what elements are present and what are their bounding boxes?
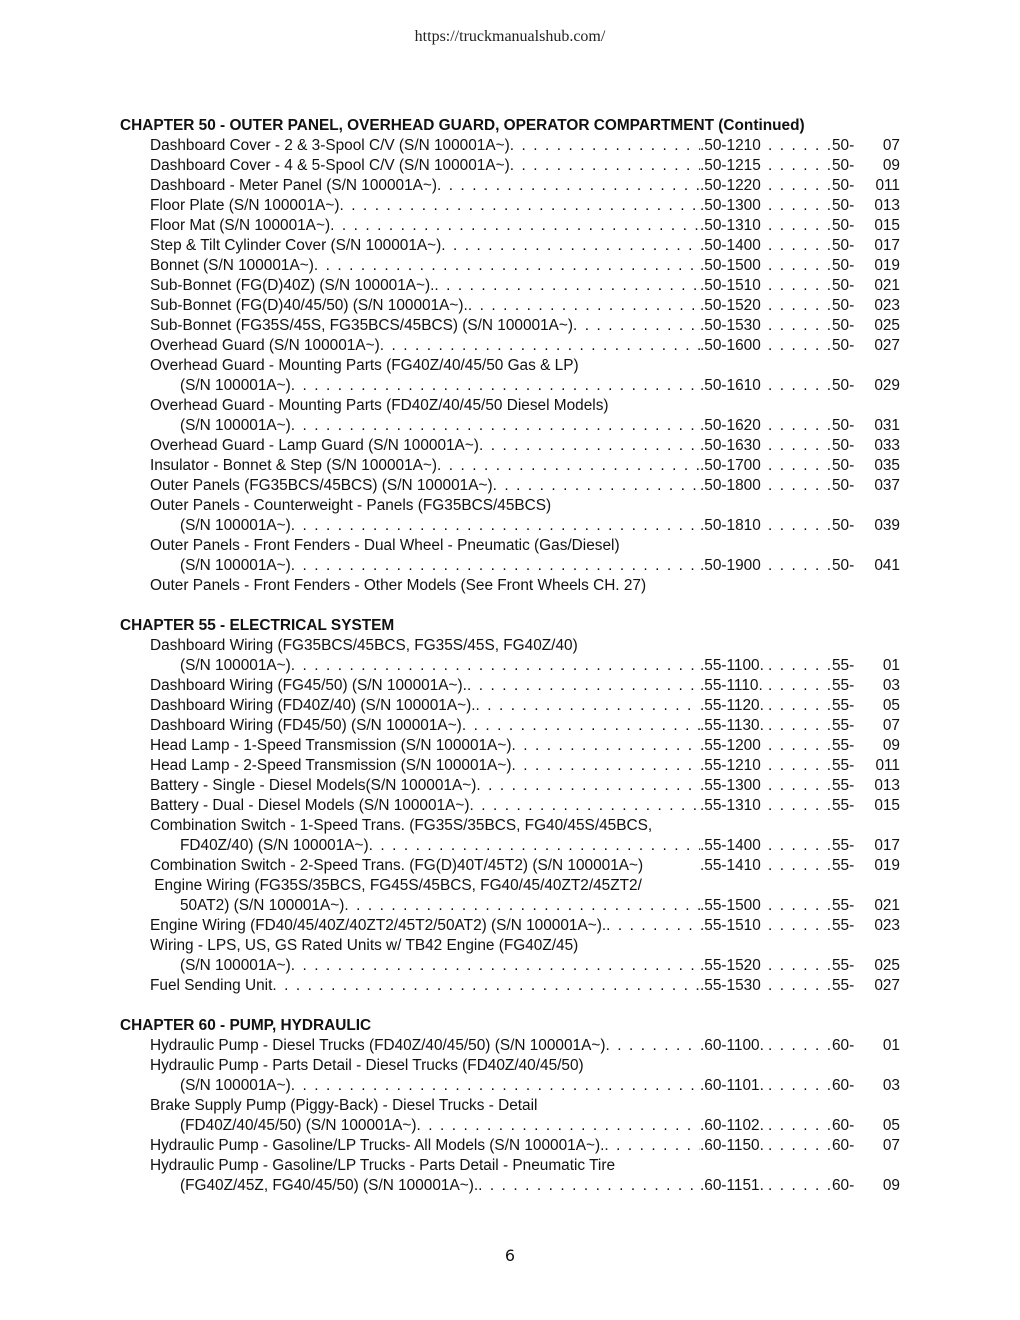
page-ref: 031: [874, 417, 900, 434]
toc-entry[interactable]: [120, 876, 900, 896]
dot-leader-short: [768, 736, 832, 756]
entry-title: Outer Panels - Front Fenders - Other Models (See Front Wheels CH. 27): [150, 577, 647, 594]
dot-leader-short: [768, 776, 832, 796]
dot-leader: [493, 476, 700, 496]
entry-title: Fuel Sending Unit: [150, 977, 273, 994]
page-ref: 017: [874, 837, 900, 854]
page-ref: 01: [882, 657, 900, 674]
page-ref: 05: [882, 697, 900, 714]
dot-leader: [434, 276, 700, 296]
dot-leader: [437, 176, 700, 196]
toc-entry[interactable]: [120, 336, 900, 356]
entry-title: Outer Panels - Counterweight - Panels (FG35BCS/45BCS): [150, 497, 552, 514]
toc-entry[interactable]: [120, 236, 900, 256]
toc-entry[interactable]: [120, 836, 900, 856]
dot-leader-short: [768, 236, 832, 256]
dot-leader: [475, 696, 700, 716]
toc-entry[interactable]: [120, 1036, 900, 1056]
chapter-prefix: 50-: [832, 437, 855, 454]
dot-leader: [470, 796, 701, 816]
toc-entry[interactable]: [120, 976, 900, 996]
toc-entry[interactable]: [120, 576, 900, 596]
chapter-prefix: 55-: [832, 837, 855, 854]
dot-leader-short: [768, 1116, 832, 1136]
dot-leader-short: [768, 796, 832, 816]
chapter-prefix: 55-: [832, 977, 855, 994]
dot-leader-short: [768, 676, 832, 696]
page-ref: 023: [874, 297, 900, 314]
page-ref: 019: [874, 857, 900, 874]
dot-leader-short: [768, 456, 832, 476]
dot-leader-short: [768, 256, 832, 276]
page-ref: 039: [874, 517, 900, 534]
entry-title: (S/N 100001A~): [180, 957, 291, 974]
chapter-prefix: 50-: [832, 237, 855, 254]
figure-number: .50-1800: [700, 477, 761, 494]
toc-entry[interactable]: [120, 916, 900, 936]
dot-leader: [291, 656, 700, 676]
entry-title: (FG40Z/45Z, FG40/45/50) (S/N 100001A~).: [180, 1177, 479, 1194]
page-ref: 041: [874, 557, 900, 574]
dot-leader-short: [768, 836, 832, 856]
entry-title: (S/N 100001A~): [180, 517, 291, 534]
dot-leader: [511, 756, 700, 776]
toc-entry[interactable]: [120, 556, 900, 576]
figure-number: .60-1102.: [700, 1117, 764, 1134]
toc-entry[interactable]: [120, 176, 900, 196]
entry-title: Wiring - LPS, US, GS Rated Units w/ TB42 Engine (FG40Z/45): [150, 937, 579, 954]
page-ref: 025: [874, 957, 900, 974]
toc-entry[interactable]: [120, 676, 900, 696]
dot-leader: [511, 736, 700, 756]
chapter-prefix: 55-: [832, 677, 855, 694]
page-ref: 025: [874, 317, 900, 334]
entry-title: (S/N 100001A~): [180, 417, 291, 434]
dot-leader: [606, 1036, 701, 1056]
page-ref: 011: [875, 177, 900, 194]
toc-entry[interactable]: [120, 476, 900, 496]
figure-number: .50-1630: [700, 437, 761, 454]
dot-leader-short: [768, 296, 832, 316]
entry-title: Dashboard Wiring (FG45/50) (S/N 100001A~).: [150, 677, 467, 694]
toc-entry[interactable]: [120, 536, 900, 556]
dot-leader: [462, 716, 700, 736]
figure-number: .50-1810: [700, 517, 761, 534]
figure-number: .50-1610: [700, 377, 761, 394]
figure-number: .55-1510: [700, 917, 761, 934]
figure-number: .55-1500: [700, 897, 761, 914]
entry-title: Hydraulic Pump - Gasoline/LP Trucks- All Models (S/N 100001A~).: [150, 1137, 605, 1154]
entry-title: Head Lamp - 2-Speed Transmission (S/N 100001A~): [150, 757, 512, 774]
figure-number: .55-1300: [700, 777, 761, 794]
page-number: 6: [504, 1246, 516, 1265]
toc-entry[interactable]: [120, 316, 900, 336]
entry-title: Hydraulic Pump - Diesel Trucks (FD40Z/40/45/50) (S/N 100001A~): [150, 1037, 606, 1054]
toc-entry[interactable]: [120, 656, 900, 676]
figure-number: .55-1520: [700, 957, 761, 974]
entry-title: Battery - Single - Diesel Models(S/N 100001A~): [150, 777, 477, 794]
entry-title: Combination Switch - 1-Speed Trans. (FG35S/35BCS, FG40/45S/45BCS,: [150, 817, 653, 834]
figure-number: .50-1210: [700, 137, 761, 154]
toc-entry[interactable]: [120, 416, 900, 436]
figure-number: .50-1510: [700, 277, 761, 294]
chapter-prefix: 55-: [832, 717, 855, 734]
page-ref: 011: [875, 757, 900, 774]
page-ref: 021: [874, 897, 900, 914]
toc-entry[interactable]: [120, 1116, 900, 1136]
figure-number: .55-1400: [700, 837, 761, 854]
chapter-prefix: 55-: [832, 797, 855, 814]
table-of-contents: [120, 116, 900, 1196]
entry-title: Bonnet (S/N 100001A~): [150, 257, 314, 274]
chapter-prefix: 50-: [832, 557, 855, 574]
toc-entry[interactable]: [120, 256, 900, 276]
dot-leader-short: [768, 516, 832, 536]
chapter-prefix: 50-: [832, 417, 855, 434]
chapter-prefix: 60-: [832, 1117, 855, 1134]
chapter-spacer: [120, 596, 900, 616]
toc-entry[interactable]: [120, 136, 900, 156]
dot-leader: [441, 236, 700, 256]
figure-number: .55-1130.: [700, 717, 764, 734]
figure-number: .55-1530: [700, 977, 761, 994]
dot-leader: [478, 1176, 700, 1196]
figure-number: .50-1400: [700, 237, 761, 254]
dot-leader: [330, 216, 700, 236]
entry-title: Step & Tilt Cylinder Cover (S/N 100001A~): [150, 237, 442, 254]
figure-number: .60-1100.: [700, 1037, 764, 1054]
entry-title: Engine Wiring (FG35S/35BCS, FG45S/45BCS, FG40/45/40ZT2/45ZT2/: [150, 877, 642, 894]
chapter-prefix: 50-: [832, 477, 855, 494]
dot-leader-short: [768, 176, 832, 196]
page-ref: 019: [874, 257, 900, 274]
toc-entry[interactable]: [120, 216, 900, 236]
toc-entry[interactable]: [120, 1076, 900, 1096]
dot-leader: [291, 376, 700, 396]
dot-leader: [510, 156, 700, 176]
dot-leader: [606, 916, 700, 936]
dot-leader-short: [768, 556, 832, 576]
chapter-prefix: 50-: [832, 377, 855, 394]
page-ref: 027: [874, 337, 900, 354]
chapter-prefix: 50-: [832, 337, 855, 354]
dot-leader: [380, 336, 700, 356]
page-ref: 07: [882, 1137, 900, 1154]
toc-entry[interactable]: [120, 736, 900, 756]
page-ref: 01: [882, 1037, 900, 1054]
entry-title: Insulator - Bonnet & Step (S/N 100001A~): [150, 457, 438, 474]
entry-title: Overhead Guard - Mounting Parts (FD40Z/40/45/50 Diesel Models): [150, 397, 609, 414]
figure-number: .60-1151.: [700, 1177, 764, 1194]
toc-entry[interactable]: [120, 896, 900, 916]
dot-leader-short: [768, 976, 832, 996]
page-ref: 07: [882, 717, 900, 734]
toc-entry[interactable]: [120, 696, 900, 716]
page-ref: 09: [882, 1177, 900, 1194]
entry-title: Combination Switch - 2-Speed Trans. (FG(D)40T/45T2) (S/N 100001A~): [150, 857, 644, 874]
toc-entry[interactable]: [120, 376, 900, 396]
dot-leader-short: [768, 916, 832, 936]
toc-entry[interactable]: [120, 636, 900, 656]
chapter-prefix: 55-: [832, 657, 855, 674]
chapter-prefix: 50-: [832, 317, 855, 334]
chapter-heading: CHAPTER 55 - ELECTRICAL SYSTEM: [120, 617, 395, 634]
entry-title: Overhead Guard - Mounting Parts (FG40Z/40/45/50 Gas & LP): [150, 357, 579, 374]
toc-entry[interactable]: [120, 436, 900, 456]
page-ref: 013: [874, 777, 900, 794]
dot-leader: [437, 456, 700, 476]
toc-entry[interactable]: [120, 936, 900, 956]
figure-number: .55-1110.: [700, 677, 763, 694]
entry-title: Dashboard Cover - 4 & 5-Spool C/V (S/N 100001A~): [150, 157, 510, 174]
entry-title: 50AT2) (S/N 100001A~): [180, 897, 345, 914]
toc-entry[interactable]: [120, 356, 900, 376]
dot-leader-short: [768, 896, 832, 916]
chapter-prefix: 55-: [832, 757, 855, 774]
figure-number: .55-1120.: [700, 697, 764, 714]
dot-leader-short: [768, 1176, 832, 1196]
toc-entry[interactable]: [120, 456, 900, 476]
dot-leader: [272, 976, 700, 996]
chapter-prefix: 50-: [832, 277, 855, 294]
dot-leader-short: [768, 216, 832, 236]
figure-number: .50-1310: [700, 217, 761, 234]
toc-entry[interactable]: [120, 1136, 900, 1156]
dot-leader: [369, 836, 700, 856]
toc-entry[interactable]: [120, 396, 900, 416]
dot-leader-short: [768, 696, 832, 716]
dot-leader: [476, 776, 700, 796]
chapter-prefix: 55-: [832, 697, 855, 714]
dot-leader: [340, 196, 701, 216]
dot-leader-short: [768, 1036, 832, 1056]
dot-leader: [468, 296, 700, 316]
chapter-prefix: 60-: [832, 1137, 855, 1154]
chapter-prefix: 60-: [832, 1177, 855, 1194]
toc-entry[interactable]: [120, 196, 900, 216]
page-ref: 09: [882, 157, 900, 174]
dot-leader: [291, 416, 700, 436]
figure-number: .50-1220: [700, 177, 761, 194]
toc-entry[interactable]: [120, 956, 900, 976]
entry-title: Dashboard Cover - 2 & 3-Spool C/V (S/N 100001A~): [150, 137, 510, 154]
figure-number: .55-1210: [700, 757, 761, 774]
toc-entry[interactable]: [120, 756, 900, 776]
entry-title: Dashboard Wiring (FD40Z/40) (S/N 100001A~).: [150, 697, 476, 714]
entry-title: Hydraulic Pump - Parts Detail - Diesel Trucks (FD40Z/40/45/50): [150, 1057, 584, 1074]
chapter-prefix: 50-: [832, 297, 855, 314]
dot-leader-short: [768, 716, 832, 736]
dot-leader-short: [768, 136, 832, 156]
entry-title: Sub-Bonnet (FG(D)40Z) (S/N 100001A~).: [150, 277, 435, 294]
dot-leader: [604, 1136, 700, 1156]
dot-leader-short: [768, 756, 832, 776]
dot-leader: [573, 316, 700, 336]
chapter-prefix: 55-: [832, 857, 855, 874]
dot-leader: [314, 256, 700, 276]
entry-title: Head Lamp - 1-Speed Transmission (S/N 100001A~): [150, 737, 512, 754]
page-ref: 035: [874, 457, 900, 474]
toc-entry[interactable]: [120, 796, 900, 816]
dot-leader-short: [768, 656, 832, 676]
chapter-prefix: 60-: [832, 1077, 855, 1094]
figure-number: .55-1100.: [700, 657, 764, 674]
toc-entry[interactable]: [120, 1176, 900, 1196]
dot-leader: [291, 516, 700, 536]
chapter-prefix: 50-: [832, 177, 855, 194]
figure-number: .55-1200: [700, 737, 761, 754]
page-ref: 015: [874, 797, 900, 814]
entry-title: (S/N 100001A~): [180, 557, 291, 574]
dot-leader-short: [768, 856, 832, 876]
chapter-prefix: 50-: [832, 457, 855, 474]
toc-entry[interactable]: [120, 856, 900, 876]
figure-number: .50-1530: [700, 317, 761, 334]
entry-title: Overhead Guard - Lamp Guard (S/N 100001A~): [150, 437, 479, 454]
page-ref: 03: [882, 677, 900, 694]
entry-title: Battery - Dual - Diesel Models (S/N 100001A~): [150, 797, 470, 814]
entry-title: Floor Plate (S/N 100001A~): [150, 197, 340, 214]
entry-title: Floor Mat (S/N 100001A~): [150, 217, 331, 234]
figure-number: .50-1215: [700, 157, 761, 174]
chapter-prefix: 50-: [832, 257, 855, 274]
toc-entry[interactable]: [120, 516, 900, 536]
dot-leader: [291, 956, 700, 976]
page-ref: 015: [874, 217, 900, 234]
figure-number: .50-1600: [700, 337, 761, 354]
dot-leader: [510, 136, 700, 156]
figure-number: .55-1410: [700, 857, 761, 874]
page-ref: 021: [874, 277, 900, 294]
dot-leader-short: [768, 196, 832, 216]
chapter-prefix: 60-: [832, 1037, 855, 1054]
dot-leader-short: [768, 156, 832, 176]
dot-leader-short: [768, 476, 832, 496]
page-ref: 029: [874, 377, 900, 394]
page-ref: 017: [874, 237, 900, 254]
chapter-prefix: 50-: [832, 157, 855, 174]
entry-title: (S/N 100001A~): [180, 377, 291, 394]
entry-title: Dashboard - Meter Panel (S/N 100001A~): [150, 177, 438, 194]
chapter-prefix: 55-: [832, 737, 855, 754]
figure-number: .60-1150.: [700, 1137, 764, 1154]
page-ref: 027: [874, 977, 900, 994]
chapter-prefix: 50-: [832, 197, 855, 214]
entry-title: Hydraulic Pump - Gasoline/LP Trucks - Parts Detail - Pneumatic Tire: [150, 1157, 616, 1174]
chapter-prefix: 50-: [832, 217, 855, 234]
entry-title: Brake Supply Pump (Piggy-Back) - Diesel Trucks - Detail: [150, 1097, 538, 1114]
dot-leader-short: [768, 276, 832, 296]
header-url[interactable]: https://truckmanualshub.com/: [414, 28, 606, 45]
toc-entry[interactable]: [120, 296, 900, 316]
chapter-prefix: 55-: [832, 957, 855, 974]
page-ref: 03: [882, 1077, 900, 1094]
dot-leader: [291, 556, 700, 576]
toc-entry[interactable]: [120, 776, 900, 796]
figure-number: .50-1520: [700, 297, 761, 314]
chapter-prefix: 55-: [832, 917, 855, 934]
toc-entry[interactable]: [120, 1156, 900, 1176]
entry-title: Overhead Guard (S/N 100001A~): [150, 337, 380, 354]
toc-entry[interactable]: [120, 716, 900, 736]
toc-entry[interactable]: [120, 1056, 900, 1076]
chapter-prefix: 50-: [832, 517, 855, 534]
dot-leader-short: [768, 1136, 832, 1156]
entry-title: Dashboard Wiring (FD45/50) (S/N 100001A~): [150, 717, 462, 734]
chapter-spacer: [120, 996, 900, 1016]
entry-title: (S/N 100001A~): [180, 657, 291, 674]
chapter-heading: CHAPTER 50 - OUTER PANEL, OVERHEAD GUARD, OPERATOR COMPARTMENT (Continued): [120, 117, 805, 134]
page-ref: 07: [882, 137, 900, 154]
entry-title: FD40Z/40) (S/N 100001A~): [180, 837, 369, 854]
page-ref: 013: [874, 197, 900, 214]
figure-number: .50-1900: [700, 557, 761, 574]
page-ref: 037: [874, 477, 900, 494]
chapter-prefix: 50-: [832, 137, 855, 154]
page-ref: 023: [874, 917, 900, 934]
entry-title: Sub-Bonnet (FG(D)40/45/50) (S/N 100001A~).: [150, 297, 468, 314]
chapter-heading: CHAPTER 60 - PUMP, HYDRAULIC: [120, 1017, 372, 1034]
dot-leader: [417, 1116, 700, 1136]
dot-leader-short: [768, 376, 832, 396]
entry-title: Sub-Bonnet (FG35S/45S, FG35BCS/45BCS) (S/N 100001A~): [150, 317, 574, 334]
entry-title: (S/N 100001A~): [180, 1077, 291, 1094]
toc-entry[interactable]: [120, 816, 900, 836]
toc-entry[interactable]: [120, 156, 900, 176]
figure-number: .50-1620: [700, 417, 761, 434]
figure-number: .50-1300: [700, 197, 761, 214]
entry-title: Engine Wiring (FD40/45/40Z/40ZT2/45T2/50AT2) (S/N 100001A~).: [150, 917, 607, 934]
figure-number: .60-1101.: [700, 1077, 764, 1094]
figure-number: .50-1500: [700, 257, 761, 274]
figure-number: .55-1310: [700, 797, 761, 814]
chapter-prefix: 55-: [832, 777, 855, 794]
toc-entry[interactable]: [120, 276, 900, 296]
figure-number: .50-1700: [700, 457, 761, 474]
dot-leader-short: [768, 1076, 832, 1096]
toc-entry[interactable]: [120, 1096, 900, 1116]
page-ref: 09: [882, 737, 900, 754]
dot-leader-short: [768, 316, 832, 336]
entry-title: Dashboard Wiring (FG35BCS/45BCS, FG35S/45S, FG40Z/40): [150, 637, 578, 654]
dot-leader: [467, 676, 700, 696]
toc-entry[interactable]: [120, 496, 900, 516]
page-ref: 033: [874, 437, 900, 454]
dot-leader-short: [768, 436, 832, 456]
dot-leader: [344, 896, 700, 916]
page-ref: 05: [882, 1117, 900, 1134]
chapter-prefix: 55-: [832, 897, 855, 914]
entry-title: Outer Panels (FG35BCS/45BCS) (S/N 100001A~): [150, 477, 493, 494]
dot-leader: [479, 436, 700, 456]
dot-leader-short: [768, 416, 832, 436]
dot-leader: [291, 1076, 700, 1096]
dot-leader-short: [768, 956, 832, 976]
entry-title: Outer Panels - Front Fenders - Dual Wheel - Pneumatic (Gas/Diesel): [150, 537, 620, 554]
dot-leader-short: [768, 336, 832, 356]
entry-title: (FD40Z/40/45/50) (S/N 100001A~): [180, 1117, 417, 1134]
